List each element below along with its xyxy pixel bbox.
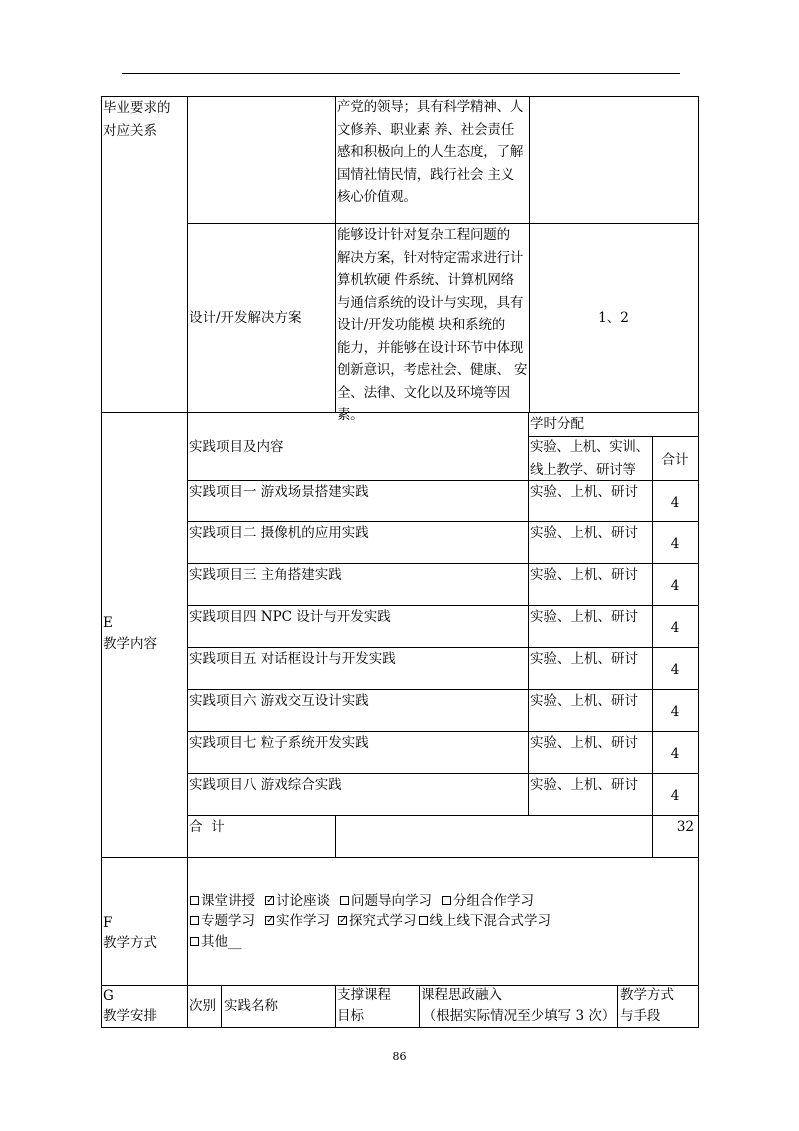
project-name: 实践项目一 游戏场景搭建实践 <box>189 484 369 500</box>
method-option[interactable]: ✓ 探究式学习 <box>338 913 417 929</box>
project-name: 实践项目八 游戏综合实践 <box>189 777 342 793</box>
checkbox-icon[interactable] <box>190 896 199 905</box>
checked-checkbox-icon[interactable] <box>265 916 274 925</box>
method-option[interactable]: 课堂讲授 <box>190 893 255 909</box>
method-option[interactable]: 其他__ <box>190 934 242 950</box>
section-e-label: 教学内容 <box>103 636 157 652</box>
header-project: 实践项目及内容 <box>189 439 284 455</box>
method-option[interactable]: ✓ 讨论座谈 <box>265 893 330 909</box>
project-type: 实验、上机、研讨 <box>530 693 638 709</box>
project-type: 实验、上机、研讨 <box>530 484 638 500</box>
header-total: 合计 <box>661 452 689 468</box>
section-b-row2-text: 能够设计针对复杂工程问题的 解决方案，针对特定需求进行计 算机软硬 件系统、计算机网络 与通信系统的设计与实现，具有 设计/开发功能模 块和系统的 能力，并能够在设计环节中体现 创新意识，考虑社会、健康、 安 全、法律、文化以及环境等因素。 <box>337 227 528 423</box>
section-f-label: 教学方式 <box>103 935 157 951</box>
project-type: 实验、上机、研讨 <box>530 777 638 793</box>
header-hours: 学时分配 <box>530 416 584 432</box>
col-ideology-note: （根据实际情况至少填写 3 次） <box>422 1008 616 1024</box>
header-type: 实验、上机、实训、 线上教学、研讨等 <box>530 439 649 478</box>
project-type: 实验、上机、研讨 <box>530 651 638 667</box>
col-goal: 支撑课程 目标 <box>337 987 391 1024</box>
method-option[interactable]: 线上线下混合式学习 <box>419 913 552 929</box>
project-type: 实验、上机、研讨 <box>530 609 638 625</box>
teaching-methods-row-3 <box>190 932 252 952</box>
col-order: 次别 <box>189 998 216 1014</box>
project-hours: 4 <box>670 788 680 804</box>
project-type: 实验、上机、研讨 <box>530 525 638 541</box>
project-type: 实验、上机、研讨 <box>530 567 638 583</box>
header-rule <box>122 73 680 74</box>
section-g-letter: G <box>103 988 114 1004</box>
checkbox-icon[interactable] <box>190 937 199 946</box>
project-hours: 4 <box>670 578 680 594</box>
method-option[interactable]: 问题导向学习 <box>340 893 432 909</box>
section-e-letter: E <box>103 615 113 631</box>
section-b-row2-name: 设计/开发解决方案 <box>189 310 302 326</box>
total-label: 合 计 <box>189 819 225 835</box>
project-hours: 4 <box>670 662 680 678</box>
project-name: 实践项目六 游戏交互设计实践 <box>189 693 369 709</box>
section-f-letter: F <box>103 915 113 931</box>
checkbox-icon[interactable] <box>442 896 451 905</box>
col-method: 教学方式 与手段 <box>620 987 674 1024</box>
method-option[interactable]: ✓ 实作学习 <box>265 913 330 929</box>
method-option[interactable]: 专题学习 <box>190 913 255 929</box>
section-g-label: 教学安排 <box>103 1008 157 1024</box>
checkbox-icon[interactable] <box>190 916 199 925</box>
project-hours: 4 <box>670 746 680 762</box>
project-hours: 4 <box>670 536 680 552</box>
checkbox-icon[interactable] <box>419 916 428 925</box>
section-b-row2-value: 1、2 <box>598 310 629 326</box>
project-name: 实践项目二 摄像机的应用实践 <box>189 525 369 541</box>
section-b-label: 毕业要求的 对应关系 <box>103 100 171 139</box>
project-name: 实践项目七 粒子系统开发实践 <box>189 735 369 751</box>
page-number: 86 <box>392 1050 407 1063</box>
project-name: 实践项目四 NPC 设计与开发实践 <box>189 609 391 625</box>
checked-checkbox-icon[interactable] <box>265 896 274 905</box>
method-option[interactable]: 分组合作学习 <box>442 893 534 909</box>
total-value: 32 <box>676 819 694 835</box>
project-name: 实践项目三 主角搭建实践 <box>189 567 342 583</box>
project-hours: 4 <box>670 495 680 511</box>
checked-checkbox-icon[interactable] <box>338 916 347 925</box>
project-name: 实践项目五 对话框设计与开发实践 <box>189 651 396 667</box>
project-type: 实验、上机、研讨 <box>530 735 638 751</box>
col-name: 实践名称 <box>224 998 278 1014</box>
teaching-methods-row-1 <box>190 891 544 911</box>
section-b-row1-text: 产党的领导；具有科学精神、人 文修养、职业素 养、社会责任 感和积极向上的人生态度，了解 国情社情民情，践行社会 主义 核心价值观。 <box>337 99 524 205</box>
teaching-methods-row-2 <box>190 911 561 931</box>
col-ideology: 课程思政融入 <box>421 987 502 1003</box>
project-hours: 4 <box>670 620 680 636</box>
project-hours: 4 <box>670 704 680 720</box>
checkbox-icon[interactable] <box>340 896 349 905</box>
